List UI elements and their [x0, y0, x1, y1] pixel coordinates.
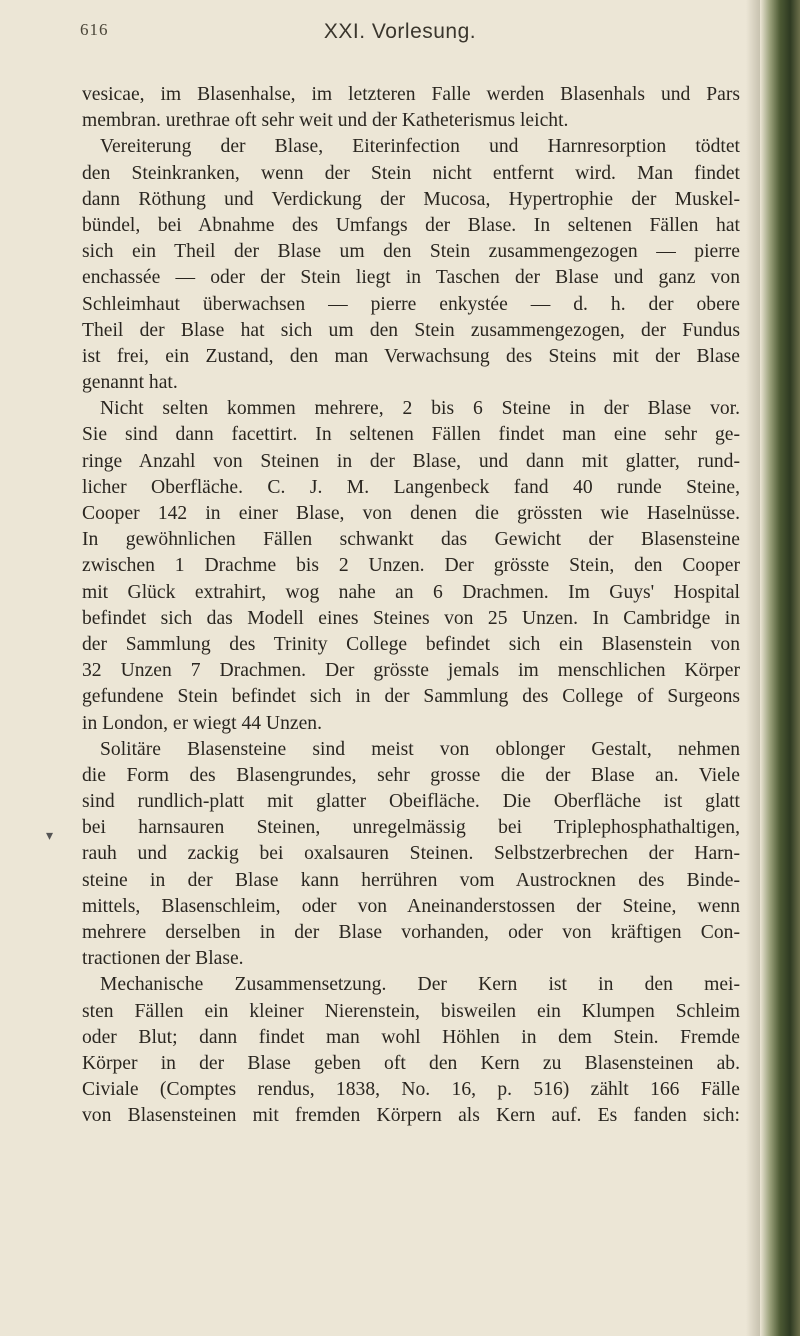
text-line: Körper in der Blase geben oft den Kern zu Blasensteinen ab. [82, 1052, 740, 1074]
text-line: in London, er wiegt 44 Unzen. [82, 712, 322, 734]
text-line: Schleimhaut überwachsen — pierre enkystée — d. h. der obere [82, 293, 740, 315]
text-line: bündel, bei Abnahme des Umfangs der Blase. In seltenen Fällen hat [82, 214, 740, 236]
text-line: Cooper 142 in einer Blase, von denen die grössten wie Haselnüsse. [82, 503, 740, 524]
text-line: mit Glück extrahirt, wog nahe an 6 Drachmen. Im Guys' Hospital [82, 581, 740, 603]
text-line: genannt hat. [82, 372, 178, 394]
text-line: Theil der Blase hat sich um den Stein zusammengezogen, der Fundus [82, 319, 740, 341]
book-binding-edge [760, 0, 800, 1336]
text-line: licher Oberfläche. C. J. M. Langenbeck fand 40 runde Steine, [82, 476, 740, 498]
text-line: sind rundlich-platt mit glatter Obeifläche. Die Oberfläche ist glatt [82, 791, 740, 813]
text-line: steine in der Blase kann herrühren vom Austrocknen des Binde- [82, 869, 740, 891]
text-line: Nicht selten kommen mehrere, 2 bis 6 Steine in der Blase vor. [100, 398, 740, 420]
text-line: sten Fällen ein kleiner Nierenstein, bisweilen ein Klumpen Schleim [82, 1000, 740, 1022]
text-line: bei harnsauren Steinen, unregelmässig bei Triplephosphathaltigen, [82, 817, 740, 839]
text-line: Sie sind dann facettirt. In seltenen Fällen findet man eine sehr ge- [82, 424, 740, 446]
text-line: von Blasensteinen mit fremden Körpern als Kern auf. Es fanden sich: [82, 1105, 740, 1127]
text-line: 32 Unzen 7 Drachmen. Der grösste jemals im menschlichen Körper [82, 660, 740, 682]
running-head: XXI. Vorlesung. [323, 20, 477, 43]
text-line: befindet sich das Modell eines Steines von 25 Unzen. In Cambridge in [82, 607, 740, 629]
margin-mark: ▾ [46, 829, 54, 844]
text-line: membran. urethrae oft sehr weit und der Katheterismus leicht. [82, 110, 569, 132]
text-line: Solitäre Blasensteine sind meist von oblonger Gestalt, nehmen [100, 738, 740, 760]
text-line: Mechanische Zusammensetzung. Der Kern ist in den mei- [100, 974, 740, 996]
binding-shadow [746, 0, 760, 1336]
text-line: Vereiterung der Blase, Eiterinfection und Harnresorption tödtet [100, 136, 740, 158]
text-line: ringe Anzahl von Steinen in der Blase, und dann mit glatter, rund- [82, 450, 740, 472]
text-line: gefundene Stein befindet sich in der Sammlung des College of Surgeons [82, 686, 740, 708]
text-line: mittels, Blasenschleim, oder von Aneinanderstossen der Steine, wenn [82, 895, 740, 917]
text-line: die Form des Blasengrundes, sehr grosse die der Blase an. Viele [82, 764, 740, 786]
text-line: sich ein Theil der Blase um den Stein zusammengezogen — pierre [82, 241, 740, 263]
text-line: zwischen 1 Drachme bis 2 Unzen. Der grösste Stein, den Cooper [82, 555, 740, 577]
text-line: Civiale (Comptes rendus, 1838, No. 16, p. 516) zählt 166 Fälle [82, 1079, 740, 1101]
text-line: den Steinkranken, wenn der Stein nicht entfernt wird. Man findet [82, 162, 740, 184]
text-line: vesicae, im Blasenhalse, im letzteren Falle werden Blasenhals und Pars [82, 84, 740, 105]
text-line: dann Röthung und Verdickung der Mucosa, Hypertrophie der Muskel- [82, 188, 740, 210]
text-line: ist frei, ein Zustand, den man Verwachsung des Steins mit der Blase [82, 345, 740, 367]
text-line: In gewöhnlichen Fällen schwankt das Gewicht der Blasensteine [82, 529, 740, 551]
text-line: der Sammlung des Trinity College befindet sich ein Blasenstein von [82, 633, 740, 655]
text-line: oder Blut; dann findet man wohl Höhlen in dem Stein. Fremde [82, 1026, 740, 1048]
page-number: 616 [80, 20, 109, 39]
body-text [82, 82, 740, 1130]
text-line: mehrere derselben in der Blase vorhanden, oder von kräftigen Con- [82, 922, 740, 943]
text-line: rauh und zackig bei oxalsauren Steinen. Selbstzerbrechen der Harn- [82, 843, 740, 865]
text-line: enchassée — oder der Stein liegt in Taschen der Blase und ganz von [82, 267, 740, 289]
text-line: tractionen der Blase. [82, 948, 244, 970]
